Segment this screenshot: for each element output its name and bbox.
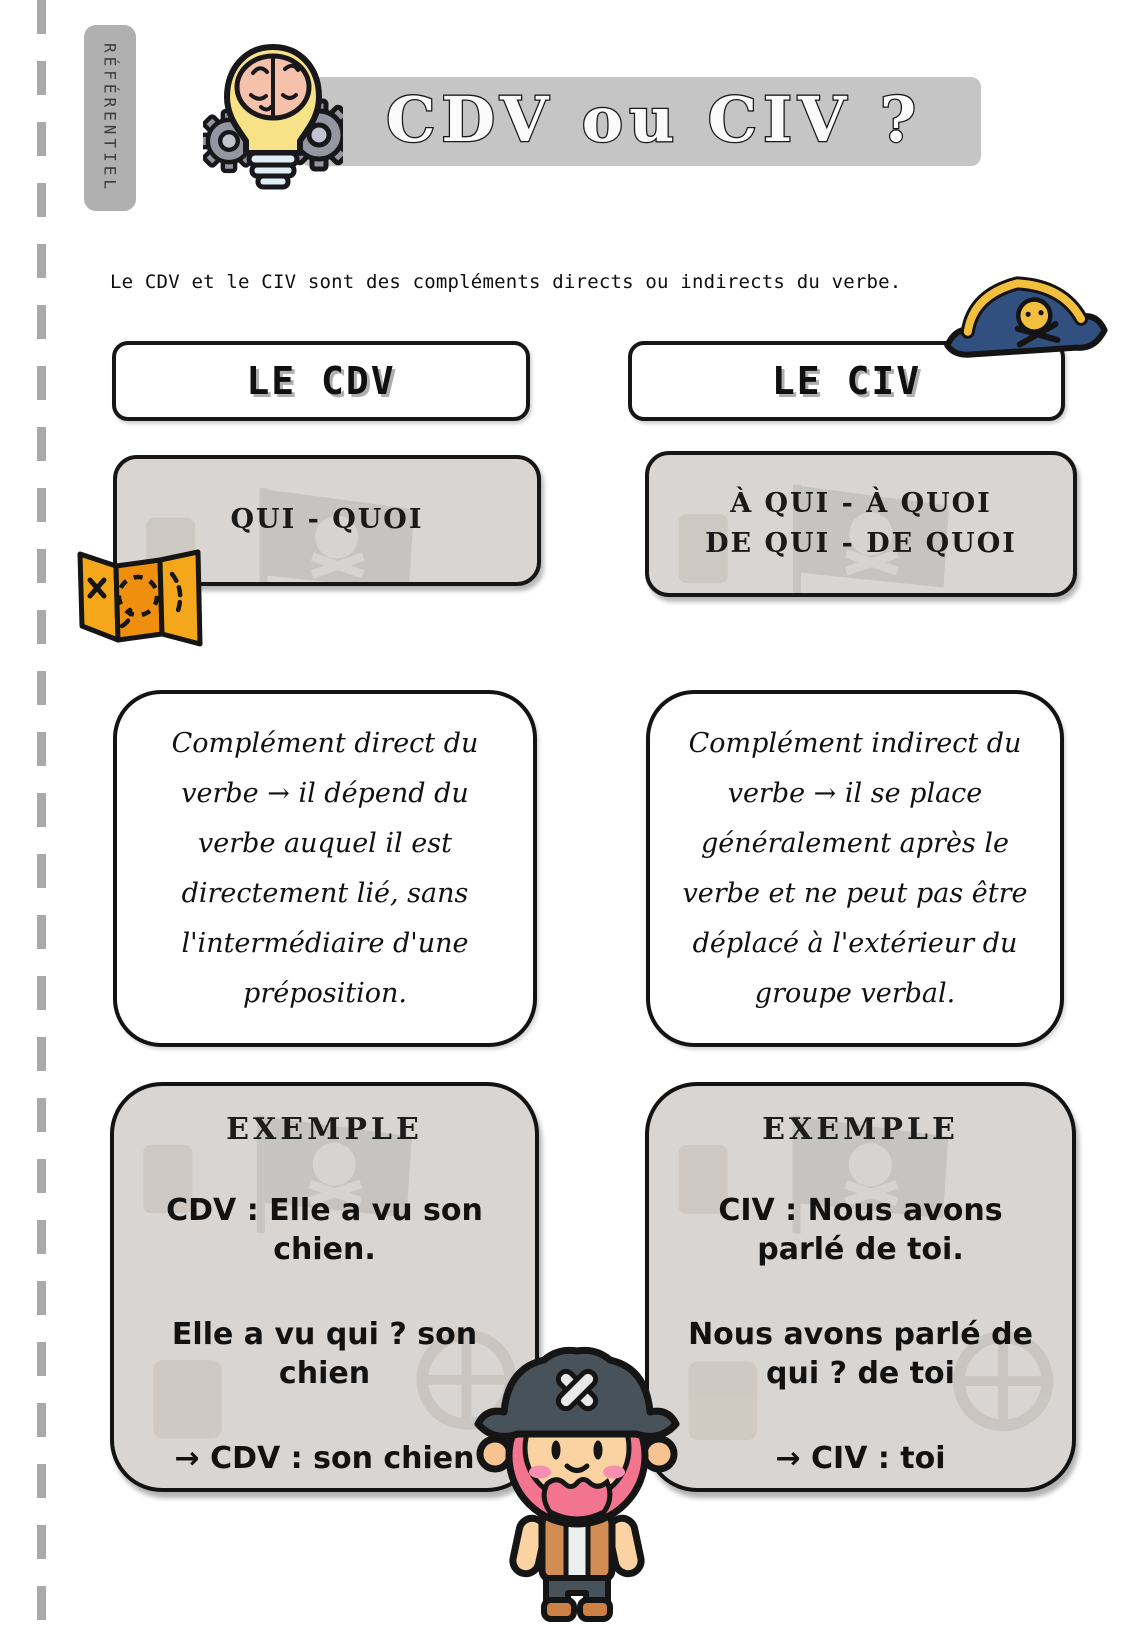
civ-definition-line: groupe verbal. — [754, 977, 956, 1009]
civ-definition-line: verbe → il se place — [727, 777, 983, 809]
civ-definition-line: généralement après le — [701, 827, 1009, 859]
cdv-definition-line: préposition. — [243, 977, 407, 1009]
pirate-body — [542, 1514, 612, 1619]
cdv-questions-text: QUI - QUOI — [230, 504, 424, 536]
referentiel-label: RÉFÉRENTIEL — [100, 43, 120, 193]
civ-example-question: Nous avons parlé de qui ? de toi — [688, 1317, 1033, 1391]
civ-definition-line: verbe et ne peut pas être — [682, 877, 1028, 909]
civ-example-box — [645, 1082, 1076, 1492]
cdv-example-answer: → CDV : son chien — [174, 1441, 475, 1476]
civ-definition-box — [646, 690, 1064, 1047]
pirate-chin-beard — [544, 1480, 610, 1520]
cdv-definition-line: verbe auquel il est — [198, 827, 452, 859]
cdv-definition-line: verbe → il dépend du — [181, 777, 469, 809]
title-banner — [300, 77, 981, 166]
cdv-definition-line: directement lié, sans — [181, 877, 469, 909]
cdv-example-sentence: CDV : Elle a vu son chien. — [166, 1193, 483, 1267]
civ-questions-line2: DE QUI - DE QUOI — [705, 528, 1017, 559]
civ-definition-line: déplacé à l'extérieur du — [692, 927, 1018, 959]
cdv-definition-line: Complément direct du — [171, 727, 479, 759]
cdv-example-title: EXEMPLE — [226, 1112, 423, 1147]
treasure-map-icon — [70, 524, 212, 648]
civ-example-sentence: CIV : Nous avons parlé de toi. — [718, 1193, 1003, 1267]
cdv-definition-box — [113, 690, 537, 1047]
pirate-character — [452, 1322, 702, 1622]
civ-questions-line1: À QUI - À QUOI — [730, 487, 992, 519]
left-dashed-border — [37, 0, 46, 1625]
cdv-definition-line: l'intermédiaire d'une — [181, 927, 469, 959]
intro-text: Le CDV et le CIV sont des compléments directs ou indirects du verbe. — [110, 271, 902, 293]
civ-header-label: LE CIV — [771, 359, 922, 403]
brain-lightbulb-icon — [203, 33, 343, 198]
cdv-header-label: LE CDV — [246, 359, 396, 403]
civ-definition-line: Complément indirect du — [688, 727, 1022, 759]
civ-example-title: EXEMPLE — [762, 1112, 959, 1147]
civ-questions-box — [645, 451, 1077, 597]
page-title: CDV ou CIV ? — [386, 83, 923, 156]
civ-example-answer: → CIV : toi — [775, 1441, 946, 1476]
pirate-hat-icon — [933, 262, 1113, 380]
cdv-example-question: Elle a vu qui ? son chien — [171, 1317, 478, 1391]
cdv-header-box — [112, 341, 530, 421]
referentiel-tab — [84, 25, 136, 211]
